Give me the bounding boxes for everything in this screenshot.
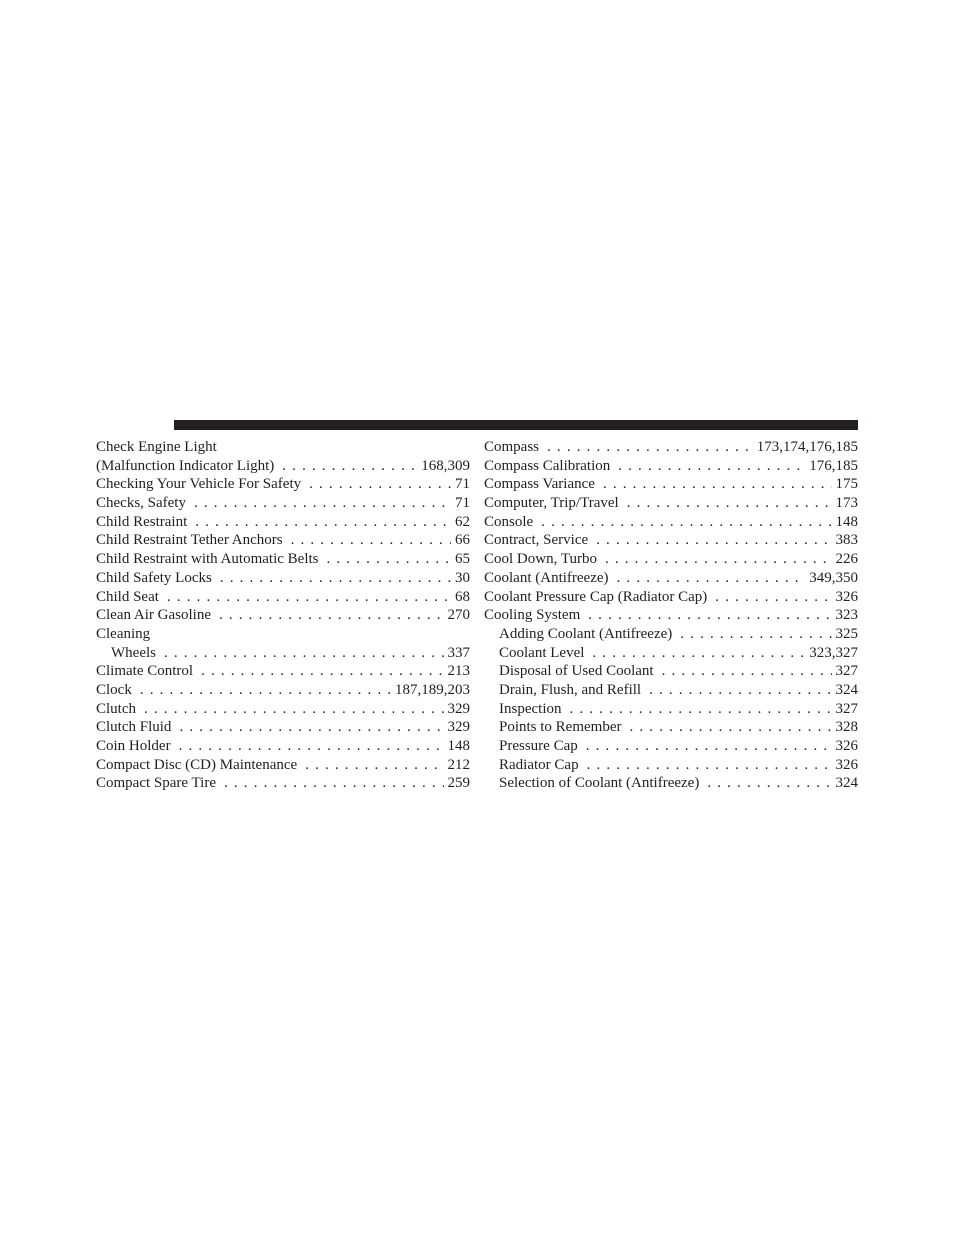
index-term: Contract, Service	[484, 532, 589, 549]
page-numbers: 349,350	[809, 569, 858, 586]
index-entry	[96, 606, 470, 625]
index-term: Clean Air Gasoline	[96, 607, 211, 624]
index-subentry	[484, 662, 858, 681]
index-entry	[96, 531, 470, 550]
page-numbers: 226	[835, 551, 858, 568]
index-entry	[96, 569, 470, 588]
index-term: Compact Disc (CD) Maintenance	[96, 756, 298, 773]
index-term: Check Engine Light	[96, 439, 217, 455]
dot-leader	[618, 457, 805, 476]
page-numbers: 326	[835, 588, 858, 605]
dot-leader	[603, 475, 832, 494]
dot-leader	[219, 606, 444, 625]
dot-leader	[201, 662, 443, 681]
dot-leader	[707, 774, 831, 793]
index-entry	[96, 494, 470, 513]
index-term: Drain, Flush, and Refill	[499, 681, 642, 698]
page-numbers: 329	[447, 719, 470, 736]
index-term: Adding Coolant (Antifreeze)	[499, 625, 673, 642]
index-entry	[96, 662, 470, 681]
dot-leader	[587, 756, 832, 775]
index-entry	[96, 438, 470, 457]
index-entry	[484, 531, 858, 550]
page-numbers: 173	[835, 495, 858, 512]
index-term: Cleaning	[96, 625, 151, 642]
index-subentry	[484, 644, 858, 663]
dot-leader	[662, 662, 832, 681]
page-numbers: 323,327	[809, 644, 858, 661]
page-numbers: 65	[455, 551, 470, 568]
page-numbers: 175	[835, 476, 858, 493]
index-term: Compass Variance	[484, 476, 595, 493]
index-term: Computer, Trip/Travel	[484, 495, 619, 512]
index-term: Inspection	[499, 700, 562, 717]
index-term: Coolant (Antifreeze)	[484, 569, 609, 586]
page-numbers: 337	[447, 644, 470, 661]
index-term: Console	[484, 513, 534, 530]
page-numbers: 212	[447, 756, 470, 773]
header-rule	[174, 420, 858, 430]
index-term: Compact Spare Tire	[96, 775, 216, 792]
page-numbers: 176,185	[809, 457, 858, 474]
index-subentry	[484, 718, 858, 737]
dot-leader	[291, 531, 451, 550]
index-subentry	[484, 700, 858, 719]
page-numbers: 327	[835, 663, 858, 680]
dot-leader	[164, 644, 444, 663]
index-subentry	[484, 774, 858, 793]
page-numbers: 329	[447, 700, 470, 717]
index-subentry	[96, 644, 470, 663]
dot-leader	[220, 569, 451, 588]
index-term: Compass	[484, 439, 540, 455]
dot-leader	[282, 457, 417, 476]
page-numbers: 213	[447, 663, 470, 680]
page-numbers: 68	[455, 588, 470, 605]
index-entry	[484, 513, 858, 532]
page-numbers: 148	[835, 513, 858, 530]
index-term: Coin Holder	[96, 738, 171, 754]
dot-leader	[627, 494, 832, 513]
index-term: Child Restraint Tether Anchors	[96, 532, 283, 549]
page-numbers: 326	[835, 738, 858, 754]
dot-leader	[592, 644, 805, 663]
index-entry	[484, 475, 858, 494]
page-numbers: 325	[835, 625, 858, 642]
page-numbers: 187,189,203	[395, 681, 470, 698]
index-term: Child Seat	[96, 588, 159, 605]
index-entry	[96, 457, 470, 476]
dot-leader	[179, 718, 443, 737]
index-entry	[96, 475, 470, 494]
index-term: Clock	[96, 681, 132, 698]
dot-leader	[179, 737, 444, 756]
index-entry	[96, 513, 470, 532]
index-column-left	[96, 438, 470, 793]
index-term: Points to Remember	[499, 719, 622, 736]
index-term: Child Restraint with Automatic Belts	[96, 551, 319, 568]
page-numbers: 324	[835, 775, 858, 792]
index-term: Clutch	[96, 700, 136, 717]
index-entry	[96, 625, 470, 644]
index-subentry	[484, 756, 858, 775]
dot-leader	[680, 625, 831, 644]
page-numbers: 259	[447, 775, 470, 792]
index-term: Checking Your Vehicle For Safety	[96, 476, 302, 493]
index-entry	[484, 494, 858, 513]
index-column-right	[484, 438, 858, 793]
index-term: Climate Control	[96, 663, 194, 680]
dot-leader	[224, 774, 444, 793]
index-entry	[96, 700, 470, 719]
index-term: Coolant Pressure Cap (Radiator Cap)	[484, 588, 708, 605]
page-numbers: 326	[835, 756, 858, 773]
page-numbers: 270	[447, 607, 470, 624]
dot-leader	[596, 531, 831, 550]
index-entry	[96, 588, 470, 607]
dot-leader	[541, 513, 831, 532]
page-numbers: 324	[835, 681, 858, 698]
index-entry	[484, 588, 858, 607]
index-entry	[96, 550, 470, 569]
dot-leader	[630, 718, 832, 737]
page-numbers: 327	[835, 700, 858, 717]
page-numbers: 71	[455, 476, 470, 493]
dot-leader	[305, 756, 443, 775]
index-entry	[96, 681, 470, 700]
index-term: Selection of Coolant (Antifreeze)	[499, 775, 700, 792]
index-term: Cool Down, Turbo	[484, 551, 597, 568]
index-subentry	[484, 737, 858, 756]
index-entry	[96, 756, 470, 775]
dot-leader	[140, 681, 391, 700]
index-entry	[96, 718, 470, 737]
index-term: Coolant Level	[499, 644, 585, 661]
dot-leader	[586, 737, 832, 756]
dot-leader	[569, 700, 831, 719]
dot-leader	[617, 569, 806, 588]
dot-leader	[588, 606, 831, 625]
dot-leader	[327, 550, 452, 569]
page-numbers: 62	[455, 513, 470, 530]
index-entry	[484, 550, 858, 569]
index-entry	[484, 457, 858, 476]
page-numbers: 71	[455, 495, 470, 512]
index-subentry	[484, 681, 858, 700]
dot-leader	[309, 475, 451, 494]
index-entry	[484, 606, 858, 625]
index-term: (Malfunction Indicator Light)	[96, 457, 275, 474]
dot-leader	[167, 588, 451, 607]
index-term: Disposal of Used Coolant	[499, 663, 654, 680]
index-entry	[96, 737, 470, 756]
index-term: Cooling System	[484, 607, 581, 624]
index-subentry	[484, 625, 858, 644]
index-entry	[484, 438, 858, 457]
dot-leader	[715, 588, 831, 607]
page-numbers: 148	[447, 738, 470, 754]
index-term: Checks, Safety	[96, 495, 186, 512]
page-numbers: 328	[835, 719, 858, 736]
index-term: Wheels	[111, 644, 156, 661]
index-entry	[96, 774, 470, 793]
page-numbers: 30	[455, 569, 470, 586]
page-numbers: 383	[835, 532, 858, 549]
dot-leader	[195, 513, 451, 532]
index-term: Radiator Cap	[499, 756, 579, 773]
index-term: Clutch Fluid	[96, 719, 172, 736]
dot-leader	[547, 438, 753, 457]
page-numbers: 168,309	[421, 457, 470, 474]
index-entry	[484, 569, 858, 588]
page-numbers: 323	[835, 607, 858, 624]
index-term: Pressure Cap	[499, 738, 578, 754]
page-numbers: 66	[455, 532, 470, 549]
dot-leader	[605, 550, 832, 569]
dot-leader	[649, 681, 831, 700]
index-term: Child Restraint	[96, 513, 188, 530]
dot-leader	[144, 700, 444, 719]
index-term: Child Safety Locks	[96, 569, 212, 586]
dot-leader	[194, 494, 451, 513]
index-term: Compass Calibration	[484, 457, 611, 474]
page-numbers: 173,174,176,185	[756, 439, 858, 455]
